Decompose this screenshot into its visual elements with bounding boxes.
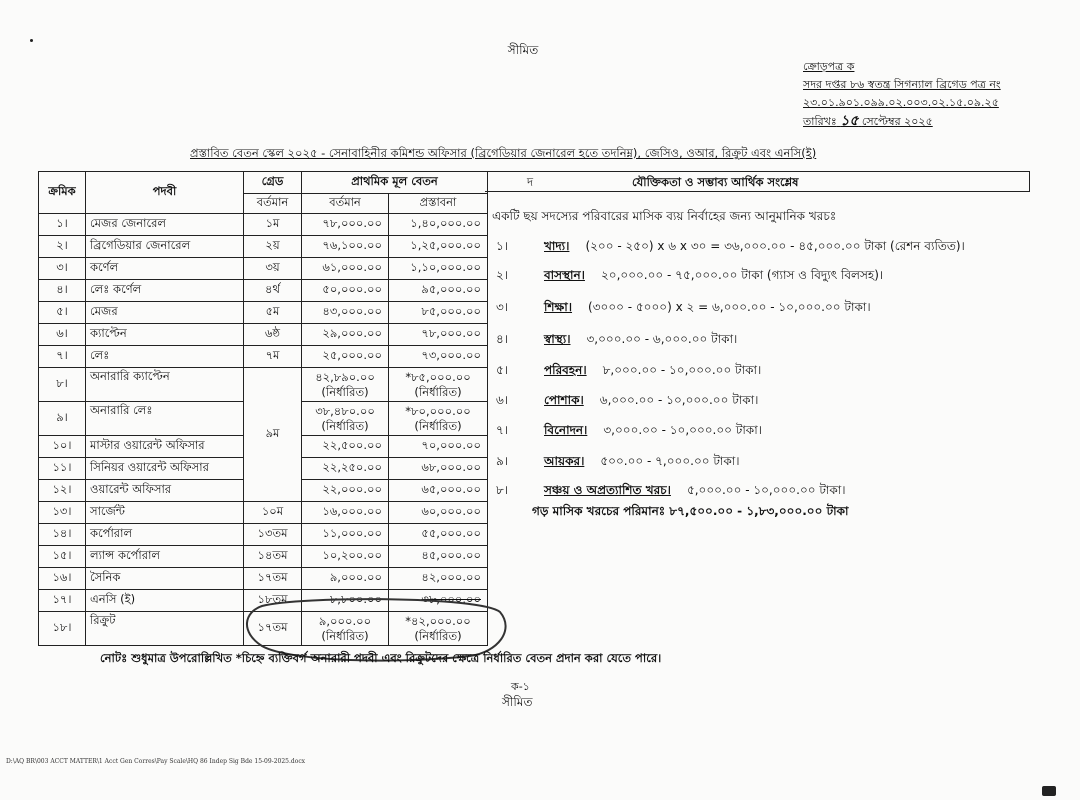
row-rank: মাস্টার ওয়ারেন্ট অফিসার <box>86 436 244 458</box>
cost-text: ৩,০০০.০০ - ৬,০০০.০০ টাকা। <box>586 332 738 346</box>
row-proposed-pay <box>389 402 488 436</box>
cost-text: (২০০ - ২৫০) x ৬ x ৩০ = ৩৬,০০০.০০ - ৪৫,০০০.০০ টাকা (রেশন ব্যতিত)। <box>585 239 965 253</box>
date-line <box>803 112 1001 131</box>
row-serial: ৭। <box>39 346 86 368</box>
row-current-pay: ৫০,০০০.০০ <box>302 280 389 302</box>
row-rank: কর্ণেল <box>86 258 244 280</box>
cost-text: ৬,০০০.০০ - ১০,০০০.০০ টাকা। <box>599 393 759 407</box>
row-serial: ৫। <box>39 302 86 324</box>
proposed-pay-value: *৮০,০০০.০০ <box>405 403 471 418</box>
table-row <box>39 258 488 280</box>
header-grade: গ্রেড <box>244 172 302 194</box>
row-grade: ৭ম <box>244 346 302 368</box>
table-row <box>39 324 488 346</box>
reference-line-2: ২৩.০১.৯০১.০৯৯.০২.০০৩.০২.১৫.০৯.২৫ <box>803 96 999 109</box>
table-row <box>39 368 488 402</box>
cost-text: ৫০০.০০ - ৭,০০০.০০ টাকা। <box>600 454 740 468</box>
row-proposed-pay: ৪২,০০০.০০ <box>389 568 488 590</box>
row-serial: ১০। <box>39 436 86 458</box>
row-serial: ৩। <box>39 258 86 280</box>
cost-text: ৫,০০০.০০ - ১০,০০০.০০ টাকা। <box>686 483 846 497</box>
row-grade: ১৭তম <box>244 612 302 646</box>
table-row <box>39 346 488 368</box>
row-proposed-pay: ৭৩,০০০.০০ <box>389 346 488 368</box>
row-grade: ৬ষ্ঠ <box>244 324 302 346</box>
speck-mark <box>30 39 33 42</box>
row-serial: ১৬। <box>39 568 86 590</box>
row-rank: কর্পোরাল <box>86 524 244 546</box>
row-grade-merged: ৯ম <box>244 368 302 502</box>
proposed-pay-note: (নির্ধারিত) <box>414 628 462 643</box>
row-serial: ১৪। <box>39 524 86 546</box>
row-serial: ১৫। <box>39 546 86 568</box>
cost-label: বিনোদন। <box>544 423 588 437</box>
rationale-header <box>485 171 1030 192</box>
cost-item <box>496 238 965 258</box>
scanner-logo-icon <box>1042 786 1056 796</box>
table-row <box>39 280 488 302</box>
row-proposed-pay: ৪৫,০০০.০০ <box>389 546 488 568</box>
cost-number: ১। <box>496 239 509 253</box>
row-grade: ১৭তম <box>244 568 302 590</box>
row-proposed-pay: ৫৫,০০০.০০ <box>389 524 488 546</box>
table-row <box>39 524 488 546</box>
row-rank: এনসি (ই) <box>86 590 244 612</box>
row-serial: ১৩। <box>39 502 86 524</box>
current-pay-note: (নির্ধারিত) <box>321 418 369 433</box>
row-current-pay: ২২,৫০০.০০ <box>302 436 389 458</box>
page-number: ক-১ <box>511 680 530 693</box>
proposed-pay-note: (নির্ধারিত) <box>414 384 462 399</box>
row-grade: ১ম <box>244 214 302 236</box>
proposed-pay-value: *৮৫,০০০.০০ <box>405 369 471 384</box>
row-current-pay: ৯,০০০.০০ <box>302 568 389 590</box>
row-proposed-pay: ৬০,০০০.০০ <box>389 502 488 524</box>
row-proposed-pay <box>389 368 488 402</box>
row-serial: ৯। <box>39 402 86 436</box>
row-current-pay: ৬১,০০০.০০ <box>302 258 389 280</box>
cost-number: ৫। <box>496 363 509 377</box>
table-row <box>39 612 488 646</box>
row-serial: ৮। <box>39 368 86 402</box>
cost-number: ৬। <box>496 393 509 407</box>
row-rank: রিক্রুট <box>86 612 244 646</box>
cost-number: ৮। <box>496 483 509 497</box>
table-row <box>39 214 488 236</box>
row-rank: ল্যান্স কর্পোরাল <box>86 546 244 568</box>
row-grade: ২য় <box>244 236 302 258</box>
row-rank: মেজর জেনারেল <box>86 214 244 236</box>
cost-item <box>496 453 740 473</box>
row-rank: সিনিয়র ওয়ারেন্ট অফিসার <box>86 458 244 480</box>
table-row <box>39 590 488 612</box>
row-rank: মেজর <box>86 302 244 324</box>
row-current-pay <box>302 612 389 646</box>
row-rank: ক্যাপ্টেন <box>86 324 244 346</box>
row-rank: ওয়ারেন্ট অফিসার <box>86 480 244 502</box>
header-current-pay: বর্তমান <box>302 194 389 214</box>
cost-number: ৩। <box>496 300 509 314</box>
row-grade: ৪র্থ <box>244 280 302 302</box>
cost-label: সঞ্চয় ও অপ্রত্যাশিত খরচ। <box>544 483 671 497</box>
row-rank: লেঃ কর্ণেল <box>86 280 244 302</box>
row-grade: ৩য় <box>244 258 302 280</box>
cost-item <box>496 482 846 502</box>
cost-label: আয়কর। <box>544 454 585 468</box>
row-rank: অনারারি ক্যাপ্টেন <box>86 368 244 402</box>
row-serial: ১১। <box>39 458 86 480</box>
row-proposed-pay: ৭৮,০০০.০০ <box>389 324 488 346</box>
row-proposed-pay: ৮৫,০০০.০০ <box>389 302 488 324</box>
annex-label: ক্রোড়পত্র ক <box>803 60 855 73</box>
row-proposed-pay: ১,৪০,০০০.০০ <box>389 214 488 236</box>
row-proposed-pay: ১,২৫,০০০.০০ <box>389 236 488 258</box>
cost-item <box>496 392 758 412</box>
footnote: নোটঃ শুধুমাত্র উপরোল্লিখিত *চিহ্নে ব্যক্তিবর্গ অনারারী পদবী এবং রিক্রুটদের ক্ষেত্রে নির্ধারিত বেতন প্রদান করা যেতে পারে। <box>100 651 662 665</box>
proposed-pay-note: (নির্ধারিত) <box>414 418 462 433</box>
row-serial: ২। <box>39 236 86 258</box>
cost-label: শিক্ষা। <box>544 300 573 314</box>
row-current-pay <box>302 368 389 402</box>
cost-label: পোশাক। <box>544 393 584 407</box>
cost-item <box>496 362 761 382</box>
cost-text: ৮,০০০.০০ - ১০,০০০.০০ টাকা। <box>602 363 762 377</box>
current-pay-note: (নির্ধারিত) <box>321 384 369 399</box>
row-rank: সৈনিক <box>86 568 244 590</box>
header-mark: দ <box>527 175 534 189</box>
table-row <box>39 546 488 568</box>
document-title: প্রস্তাবিত বেতন স্কেল ২০২৫ - সেনাবাহিনীর কমিশন্ড অফিসার (ব্রিগেডিয়ার জেনারেল হতে তদনিম্ন), জেসিও, ওআর, রিক্রুট এবং এনসি(ই) <box>190 146 817 160</box>
cost-number: ৯। <box>496 454 509 468</box>
row-rank: সার্জেন্ট <box>86 502 244 524</box>
row-current-pay: ১০,২০০.০০ <box>302 546 389 568</box>
row-rank: ব্রিগেডিয়ার জেনারেল <box>86 236 244 258</box>
row-proposed-pay: ১,১০,০০০.০০ <box>389 258 488 280</box>
row-grade: ১০ম <box>244 502 302 524</box>
header-serial: ক্রমিক <box>39 172 86 214</box>
current-pay-value: ৯,০০০.০০ <box>318 613 372 628</box>
cost-label: বাসস্থান। <box>544 268 585 282</box>
cost-item <box>496 267 883 287</box>
current-pay-value: ৩৮,৪৮০.০০ <box>315 403 375 418</box>
cost-number: ২। <box>496 268 509 282</box>
table-row <box>39 236 488 258</box>
row-proposed-pay: ৩৮,০০০.০০ <box>389 590 488 612</box>
cost-number: ৪। <box>496 332 509 346</box>
row-current-pay: ২২,২৫০.০০ <box>302 458 389 480</box>
row-serial: ১২। <box>39 480 86 502</box>
table-row <box>39 302 488 324</box>
header-grade-current: বর্তমান <box>244 194 302 214</box>
cost-text: ৩,০০০.০০ - ১০,০০০.০০ টাকা। <box>603 423 762 437</box>
rationale-heading: যৌক্তিকতা ও সম্ভাব্য আর্থিক সংশ্লেষ <box>632 175 799 189</box>
row-grade: ১৩তম <box>244 524 302 546</box>
header-rank: পদবী <box>86 172 244 214</box>
row-grade: ১৪তম <box>244 546 302 568</box>
row-serial: ১৭। <box>39 590 86 612</box>
file-path: D:\AQ BR\003 ACCT MATTER\1 Acct Gen Corres\Pay Scale\HQ 86 Indep Sig Bde 15-09-2025.docx <box>6 758 306 765</box>
cost-label: খাদ্য। <box>544 239 570 253</box>
row-current-pay: ৮,৮০০.০০ <box>302 590 389 612</box>
row-current-pay <box>302 402 389 436</box>
row-current-pay: ৭৬,১০০.০০ <box>302 236 389 258</box>
header-proposed-pay: প্রস্তাবনা <box>389 194 488 214</box>
current-pay-value: ৪২,৮৯০.০০ <box>315 369 375 384</box>
proposed-pay-value: *৪২,০০০.০০ <box>405 613 471 628</box>
table-row <box>39 502 488 524</box>
row-current-pay: ৭৮,০০০.০০ <box>302 214 389 236</box>
row-serial: ৬। <box>39 324 86 346</box>
reference-block <box>803 58 1001 131</box>
classification-top: সীমিত <box>507 43 539 57</box>
row-proposed-pay: ৬৮,০০০.০০ <box>389 458 488 480</box>
row-current-pay: ২৯,০০০.০০ <box>302 324 389 346</box>
current-pay-note: (নির্ধারিত) <box>321 628 369 643</box>
date-label: তারিখঃ <box>803 115 837 128</box>
date-handwritten: ১৫ <box>840 113 859 129</box>
cost-item <box>496 299 871 319</box>
row-current-pay: ৪৩,০০০.০০ <box>302 302 389 324</box>
cost-number: ৭। <box>496 423 509 437</box>
row-rank: লেঃ <box>86 346 244 368</box>
date-month-year: সেপ্টেম্বর ২০২৫ <box>861 115 933 128</box>
cost-text: ২০,০০০.০০ - ৭৫,০০০.০০ টাকা (গ্যাস ও বিদ্যুৎ বিলসহ)। <box>600 268 884 282</box>
row-proposed-pay: ৬৫,০০০.০০ <box>389 480 488 502</box>
row-proposed-pay <box>389 612 488 646</box>
row-current-pay: ১১,০০০.০০ <box>302 524 389 546</box>
row-current-pay: ২৫,০০০.০০ <box>302 346 389 368</box>
classification-bottom: সীমিত <box>502 695 533 709</box>
rationale-intro: একটি ছয় সদস্যের পরিবারের মাসিক ব্যয় নির্বাহের জন্য আনুমানিক খরচঃ <box>492 209 837 223</box>
cost-text: (৩০০০ - ৫০০০) x ২ = ৬,০০০.০০ - ১০,০০০.০০ টাকা। <box>588 300 871 314</box>
header-basic-pay: প্রাথমিক মূল বেতন <box>302 172 488 194</box>
row-serial: ৪। <box>39 280 86 302</box>
row-rank: অনারারি লেঃ <box>86 402 244 436</box>
average-monthly-cost: গড় মাসিক খরচের পরিমানঃ ৮৭,৫০০.০০ - ১,৮৩,০০০.০০ টাকা <box>532 504 849 518</box>
row-proposed-pay: ৯৫,০০০.০০ <box>389 280 488 302</box>
cost-item <box>496 331 737 351</box>
row-grade: ৫ম <box>244 302 302 324</box>
pay-scale-table <box>38 171 488 646</box>
cost-label: স্বাস্থ্য। <box>544 332 571 346</box>
row-current-pay: ১৬,০০০.০০ <box>302 502 389 524</box>
row-serial: ১। <box>39 214 86 236</box>
reference-line-1: সদর দপ্তর ৮৬ স্বতন্ত্র সিগন্যাল ব্রিগেড পত্র নং <box>803 78 1001 91</box>
cost-label: পরিবহন। <box>544 363 587 377</box>
row-grade: ১৮তম <box>244 590 302 612</box>
row-proposed-pay: ৭০,০০০.০০ <box>389 436 488 458</box>
table-row <box>39 568 488 590</box>
row-current-pay: ২২,০০০.০০ <box>302 480 389 502</box>
row-serial: ১৮। <box>39 612 86 646</box>
cost-item <box>496 422 762 442</box>
